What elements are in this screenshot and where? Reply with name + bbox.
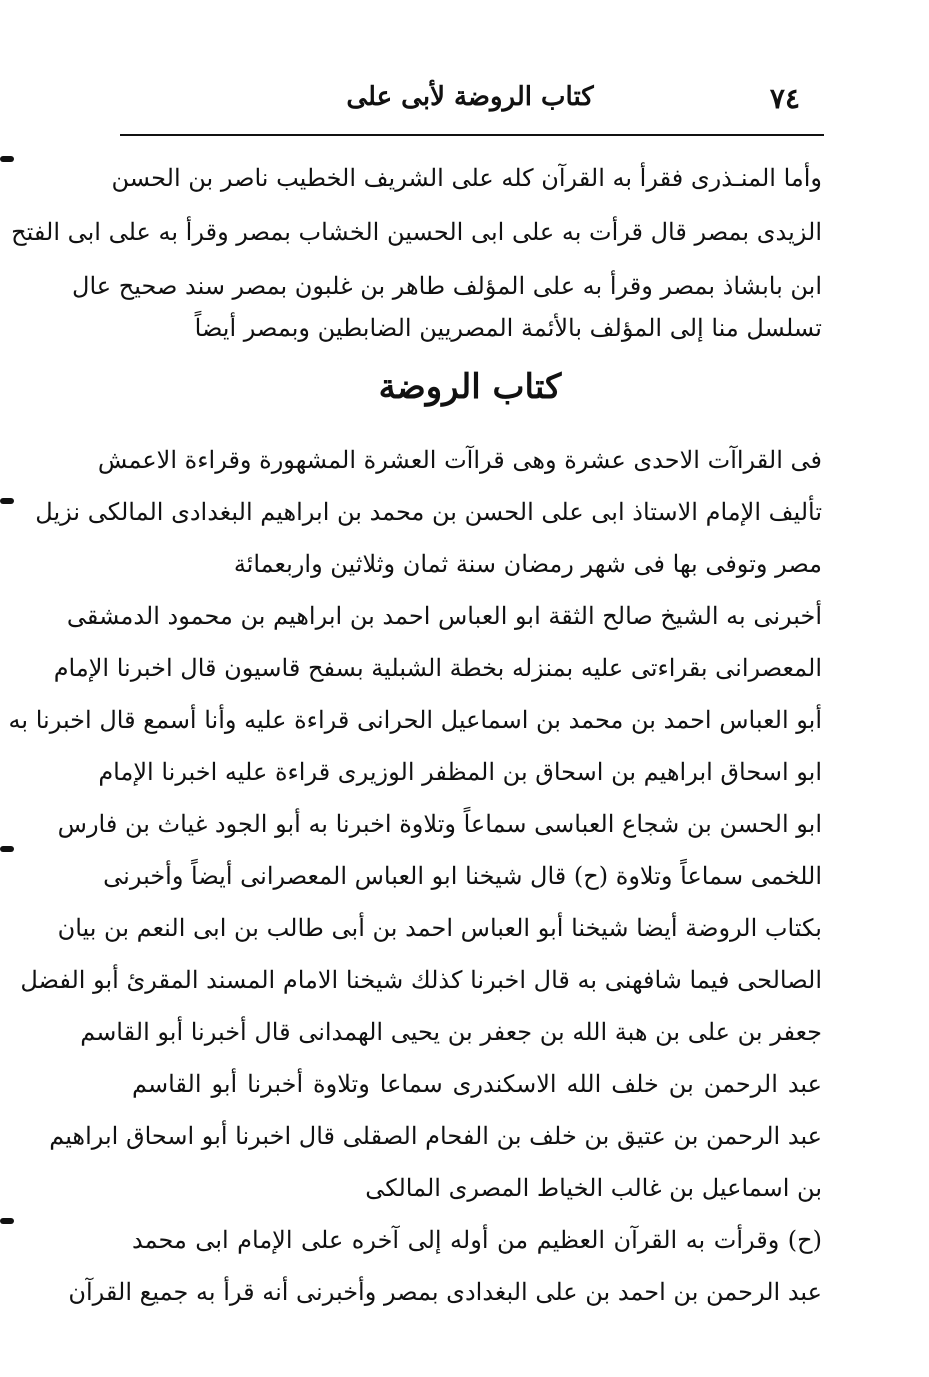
text-line: بن اسماعيل بن غالب الخياط المصرى المالكى	[365, 1174, 822, 1202]
text-line: ابو الحسن بن شجاع العباسى سماعاً وتلاوة اخبرنا به أبو الجود غياث بن فارس	[57, 810, 822, 838]
text-line: الزيدى بمصر قال قرأت به على ابى الحسين الخشاب بمصر وقرأ به على ابى الفتح	[11, 218, 822, 246]
text-line: فى القراآت الاحدى عشرة وهى قراآت العشرة المشهورة وقراءة الاعمش	[97, 446, 822, 474]
page-header	[120, 78, 820, 126]
text-line: أخبرنى به الشيخ صالح الثقة ابو العباس احمد بن ابراهيم بن محمود الدمشقى	[66, 602, 822, 630]
text-line: مصر وتوفى بها فى شهر رمضان سنة ثمان وثلاثين واربعمائة	[233, 550, 822, 578]
text-line: تسلسل منا إلى المؤلف بالأئمة المصريين الضابطين وبمصر أيضاً	[194, 314, 822, 342]
text-line: أبو العباس احمد بن محمد بن اسماعيل الحرانى قراءة عليه وأنا أسمع قال اخبرنا به	[8, 706, 822, 734]
text-line: تأليف الإمام الاستاذ ابى على الحسن بن محمد بن ابراهيم البغدادى المالكى نزيل	[35, 498, 822, 526]
scan-margin-mark	[0, 156, 14, 162]
header-rule	[120, 134, 824, 136]
page-number: ٧٤	[769, 82, 800, 115]
text-line: عبد الرحمن بن عتيق بن خلف بن الفحام الصقلى قال اخبرنا أبو اسحاق ابراهيم	[49, 1122, 822, 1150]
text-line: وأما المنـذرى فقرأ به القرآن كله على الشريف الخطيب ناصر بن الحسن	[111, 164, 822, 192]
text-line: عبد الرحمن بن خلف الله الاسكندرى سماعا وتلاوة أخبرنا أبو القاسم	[132, 1070, 822, 1098]
scan-margin-mark	[0, 1218, 14, 1224]
text-line: (ح) وقرأت به القرآن العظيم من أوله إلى آخره على الإمام ابى محمد	[132, 1226, 822, 1254]
text-line: بكتاب الروضة أيضا شيخنا أبو العباس احمد بن أبى طالب بن ابى النعم بن بيان	[57, 914, 822, 942]
text-line: جعفر بن على بن هبة الله بن جعفر بن يحيى الهمدانى قال أخبرنا أبو القاسم	[80, 1018, 822, 1046]
text-line: ابن بابشاذ بمصر وقرأ به على المؤلف طاهر بن غلبون بمصر سند صحيح عال	[72, 272, 822, 300]
section-title: كتاب الروضة	[378, 367, 562, 407]
text-line: اللخمى سماعاً وتلاوة (ح) قال شيخنا ابو العباس المعصرانى أيضاً وأخبرنى	[103, 862, 822, 890]
scan-margin-mark	[0, 846, 14, 852]
text-line: الصالحى فيما شافهنى به قال اخبرنا كذلك شيخنا الامام المسند المقرئ أبو الفضل	[20, 966, 822, 994]
running-head: كتاب الروضة لأبى على	[346, 82, 594, 112]
text-line: عبد الرحمن بن احمد بن على البغدادى بمصر وأخبرنى أنه قرأ به جميع القرآن	[68, 1278, 822, 1306]
text-line: ابو اسحاق ابراهيم بن اسحاق بن المظفر الوزيرى قراءة عليه اخبرنا الإمام	[98, 758, 822, 786]
scan-margin-mark	[0, 498, 14, 504]
text-line: المعصرانى بقراءتى عليه بمنزله بخطة الشبلية بسفح قاسيون قال اخبرنا الإمام	[53, 654, 822, 682]
